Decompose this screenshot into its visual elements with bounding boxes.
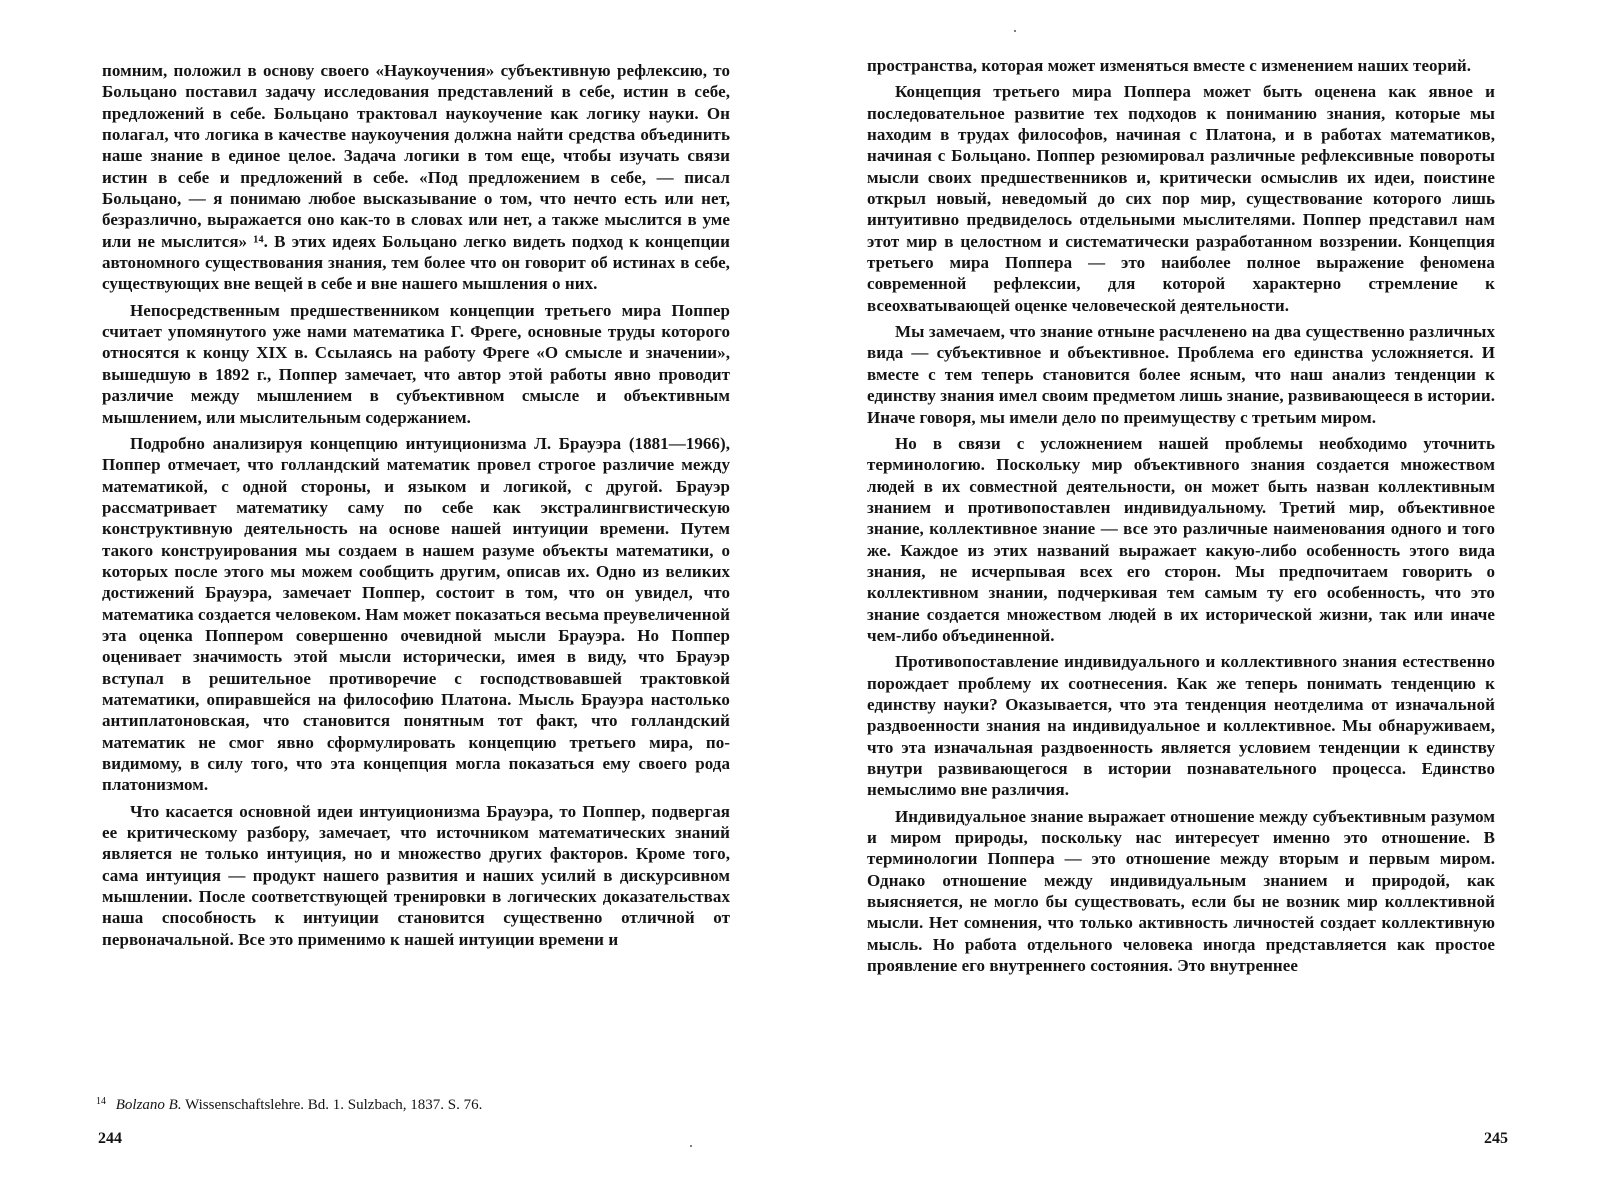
footnote-author: Bolzano B. xyxy=(115,1097,182,1113)
paragraph: Непосредственным предшественником концепции третьего мира Поппер считает упомянутого уже нами математика Г. Фреге, основные труды которого относятся к концу XIX в. Ссылаясь на работу Фреге «О смысле и значении», вышедшую в 1892 г., Поппер замечает, что автор этой работы явно проводит различие между мышлением в субъективном смысле и объективным мышлением, или мыслительным содержанием. xyxy=(102,300,730,427)
right-page xyxy=(800,0,1600,1180)
page-number-right: 245 xyxy=(1484,1130,1508,1147)
left-page-body xyxy=(102,60,730,950)
paragraph: Мы замечаем, что знание отныне расчленено на два существенно различных вида — субъективное и объективное. Проблема его единства усложняется. И вместе с тем теперь становится более ясным, что наш анализ тенденции к единству знания имел своим предметом лишь знание, развивающееся в истории. Иначе говоря, мы имели дело по преимуществу с третьим миром. xyxy=(867,322,1495,427)
paragraph: Противопоставление индивидуального и коллективного знания естественно порождает проблему их соотнесения. Как же теперь понимать тенденцию к единству науки? Оказывается, что эта тенденция неотделима от изначальной раздвоенности знания на индивидуальное и коллективное. Мы обнаруживаем, что эта изначальная раздвоенность является условием тенденции к единству внутри развивающегося в истории познавательного процесса. Единство немыслимо вне различия. xyxy=(867,652,1495,800)
paragraph: Что касается основной идеи интуиционизма Брауэра, то Поппер, подвергая ее критическому разбору, замечает, что источником математических знаний является не только интуиция, но и множество других факторов. Кроме того, сама интуиция — продукт нашего развития и наших усилий в дискурсивном мышлении. После соответствующей тренировки в логических доказательствах наша способность к интуиции становится существенно отличной от первоначальной. Все это применимо к нашей интуиции времени и xyxy=(102,801,730,949)
paragraph: Подробно анализируя концепцию интуиционизма Л. Брауэра (1881—1966), Поппер отмечает, что голландский математик провел строгое различие между математикой, с одной стороны, и языком и логикой, с другой. Брауэр рассматривает математику саму по себе как экстралингвистическую конструктивную деятельность на основе нашей интуиции времени. Путем такого конструирования мы создаем в нашем разуме объекты математики, о которых после этого мы можем сообщить другим, описав их. Одно из великих достижений Брауэра, замечает Поппер, состоит в том, что он увидел, что математика создается человеком. Нам может показаться весьма преувеличенной эта оценка Поппером совершенно очевидной мысли Брауэра. Но Поппер оценивает значимость этой мысли исторически, имея в виду, что Брауэр вступал в решительное противоречие с господствовавшей трактовкой математики, опиравшейся на философию Платона. Мысль Брауэра настолько антиплатоновская, что становится понятным тот факт, что голландский математик не смог явно сформулировать концепцию третьего мира, по-видимому, в силу того, что эта концепция могла показаться ему своего рода платонизмом. xyxy=(102,433,730,795)
scan-speck xyxy=(1014,30,1016,32)
paragraph: Индивидуальное знание выражает отношение между субъективным разумом и миром природы, поскольку нас интересует именно это отношение. В терминологии Поппера — это отношение между вторым и первым миром. Однако отношение между индивидуальным знанием и природой, как выясняется, не могло бы существовать, если бы не возник мир коллективной мысли. Нет сомнения, что только активность личностей создает коллективную мысль. Но работа отдельного человека иногда представляется как простое проявление его внутреннего состояния. Это внутреннее xyxy=(867,806,1495,976)
footnote-marker: 14 xyxy=(96,1096,106,1107)
paragraph: Но в связи с усложнением нашей проблемы необходимо уточнить терминологию. Поскольку мир объективного знания создается множеством людей в их совместной деятельности, он может быть назван коллективным знанием и противопоставлен индивидуальному. Третий мир, объективное знание, коллективное знание — все это различные наименования одного и того же. Каждое из этих названий выражает какую-либо особенность этого вида знания, не исчерпывая всех его сторон. Мы предпочитаем говорить о коллективном знании, подчеркивая тем самым ту его особенность, что это знание создается множеством людей в их исторической жизни, так или иначе чем-либо объединенной. xyxy=(867,433,1495,645)
paragraph: пространства, которая может изменяться вместе с изменением наших теорий. xyxy=(867,56,1472,75)
scan-speck xyxy=(690,1145,692,1147)
right-page-body xyxy=(867,55,1495,976)
paragraph: помним, положил в основу своего «Наукоучения» субъективную рефлексию, то Больцано поставил задачу исследования представлений в себе, истин в себе, предложений в себе. Больцано трактовал наукоучение как логику науки. Он полагал, что логика в качестве наукоучения должна найти средства объединить наше знание в единое целое. Задача логики в том еще, чтобы изучать связи истин в себе и предложений в себе. «Под предложением в себе, — писал Больцано, — я понимаю любое высказывание о том, что нечто есть или нет, безразлично, выражается оно как-то в словах или нет, а также мыслится в уме или не мыслится» ¹⁴. В этих идеях Больцано легко видеть подход к концепции автономного существования знания, тем более что он говорит об истинах в себе, существующих вне вещей в себе и вне нашего мышления о них. xyxy=(102,61,730,294)
footnote-text: Wissenschaftslehre. Bd. 1. Sulzbach, 1837. S. 76. xyxy=(185,1097,483,1113)
footnote xyxy=(96,1093,736,1114)
paragraph: Концепция третьего мира Поппера может быть оценена как явное и последовательное развитие тех подходов к пониманию знания, которые мы находим в трудах философов, начиная с Платона, и в работах математиков, начиная с Больцано. Поппер резюмировал различные рефлексивные повороты мысли своих предшественников и, критически осмыслив их идеи, поистине открыл новый, неведомый до сих пор мир, существование которого лишь интуитивно предвиделось отдельными мыслителями. Поппер представил нам этот мир в целостном и систематически разработанном воззрении. Концепция третьего мира Поппера — это наиболее полное выражение феномена современной рефлексии, для которой характерно стремление к всеохватывающей оценке человеческой деятельности. xyxy=(867,82,1495,315)
page-number-left: 244 xyxy=(98,1130,122,1147)
